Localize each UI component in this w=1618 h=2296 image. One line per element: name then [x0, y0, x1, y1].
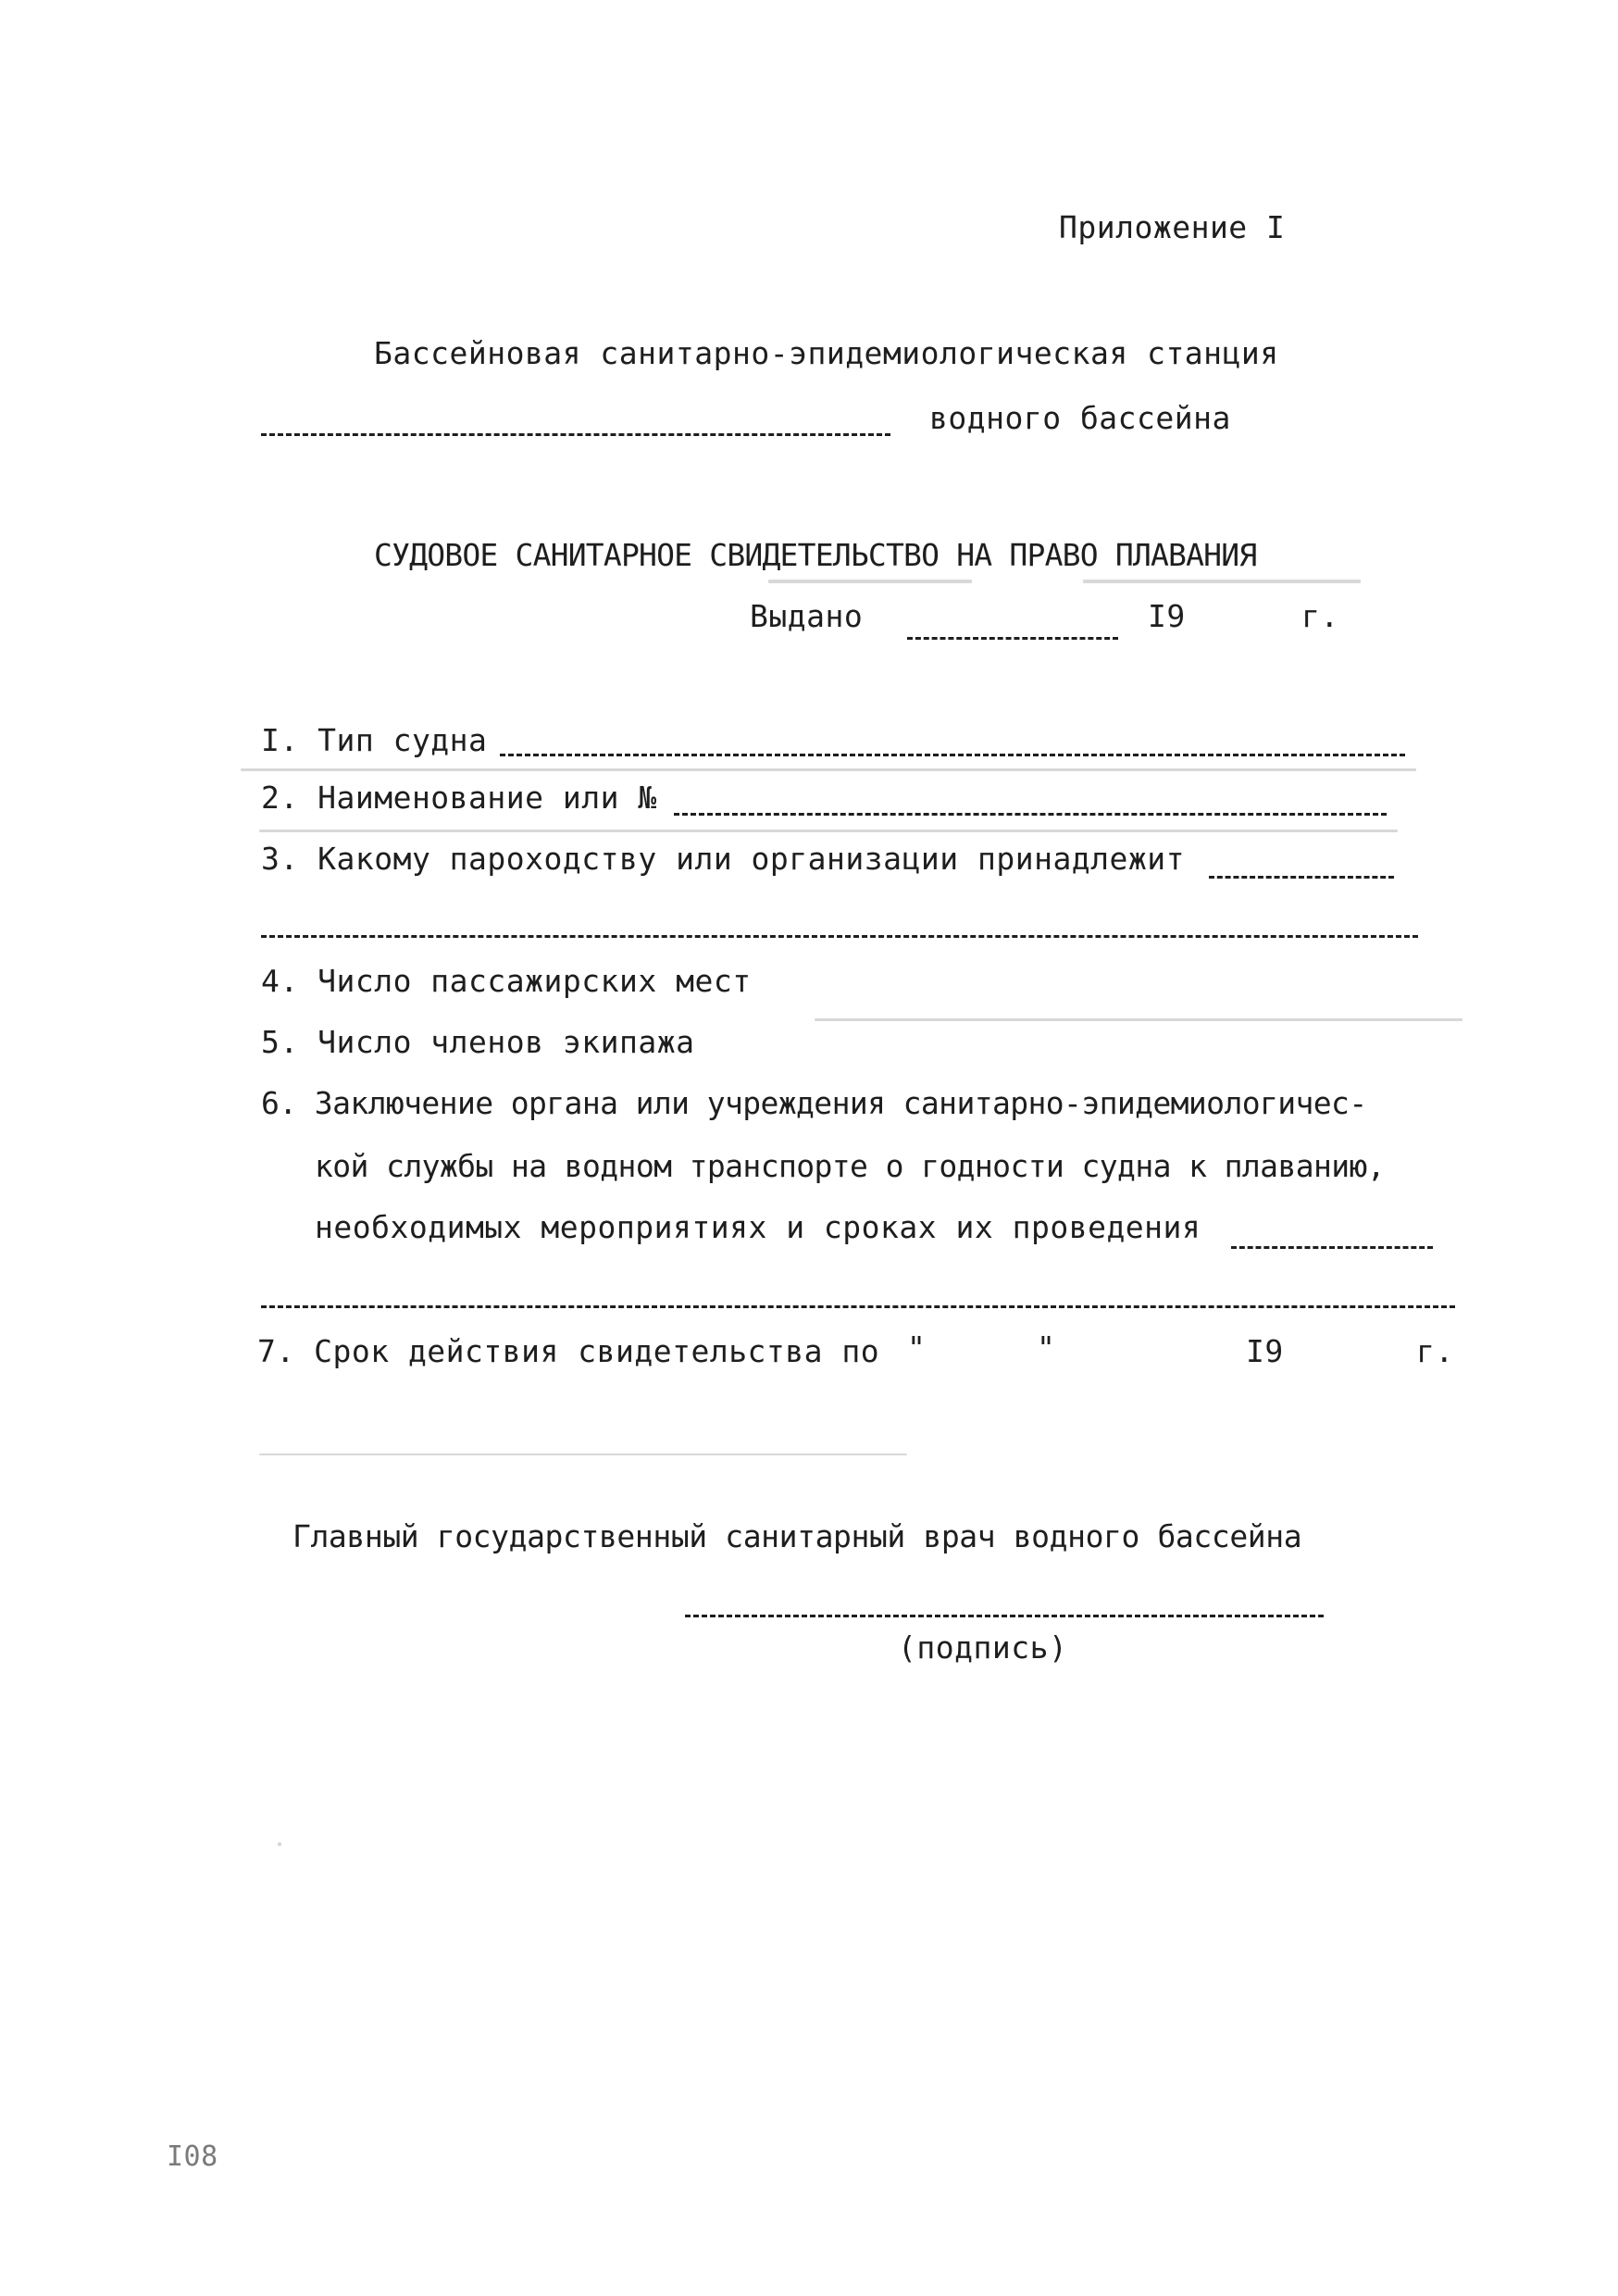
validity-quote-close: "	[1037, 1329, 1056, 1366]
scan-speck	[241, 768, 1416, 771]
issued-year-prefix: I9	[1148, 598, 1186, 634]
page-number: I08	[167, 2140, 218, 2173]
item-passenger-seats: 4. Число пассажирских мест	[261, 963, 752, 999]
validity-quote-open: "	[907, 1329, 927, 1366]
certificate-title: СУДОВОЕ САНИТАРНОЕ СВИДЕТЕЛЬСТВО НА ПРАВО ПЛАВАНИЯ	[374, 537, 1257, 573]
item-conclusion-line3: необходимых мероприятиях и сроках их проведения	[315, 1209, 1201, 1245]
item-vessel-type: I. Тип судна	[261, 722, 488, 758]
validity-year-prefix: I9	[1246, 1333, 1284, 1369]
scan-speck	[259, 1454, 907, 1455]
signatory-title: Главный государственный санитарный врач водного бассейна	[292, 1518, 1302, 1554]
issued-label: Выдано	[750, 598, 864, 634]
scan-speck	[278, 1842, 281, 1846]
signature-blank	[685, 1615, 1324, 1617]
scan-speck	[1083, 580, 1361, 583]
issued-date-blank	[907, 637, 1118, 640]
item-owner: 3. Какому пароходству или организации принадлежит	[261, 841, 1186, 877]
item-vessel-name: 2. Наименование или №	[261, 780, 657, 816]
item-validity: 7. Срок действия свидетельства по	[257, 1333, 880, 1369]
basin-name-blank	[261, 433, 890, 436]
appendix-label: Приложение I	[1059, 209, 1286, 245]
issued-year-suffix: г.	[1301, 598, 1339, 634]
scan-speck	[259, 830, 1398, 832]
vessel-type-blank	[500, 754, 1405, 756]
conclusion-blank-1	[1231, 1246, 1433, 1249]
vessel-name-blank	[674, 813, 1387, 816]
station-name: Бассейновая санитарно-эпидемиологическая станция	[374, 335, 1279, 371]
validity-year-suffix: г.	[1416, 1333, 1454, 1369]
scan-speck	[768, 580, 972, 583]
owner-blank-1	[1209, 876, 1394, 879]
basin-label: водного бассейна	[929, 400, 1231, 436]
item-crew-count: 5. Число членов экипажа	[261, 1024, 695, 1060]
owner-blank-2	[261, 935, 1418, 938]
scan-speck	[815, 1018, 1462, 1021]
item-conclusion-line2: кой службы на водном транспорте о годности судна к плаванию,	[315, 1148, 1386, 1184]
conclusion-blank-2	[261, 1305, 1455, 1308]
item-conclusion-line1: 6. Заключение органа или учреждения санитарно-эпидемиологичес-	[261, 1085, 1367, 1121]
signature-caption: (подпись)	[898, 1629, 1068, 1666]
